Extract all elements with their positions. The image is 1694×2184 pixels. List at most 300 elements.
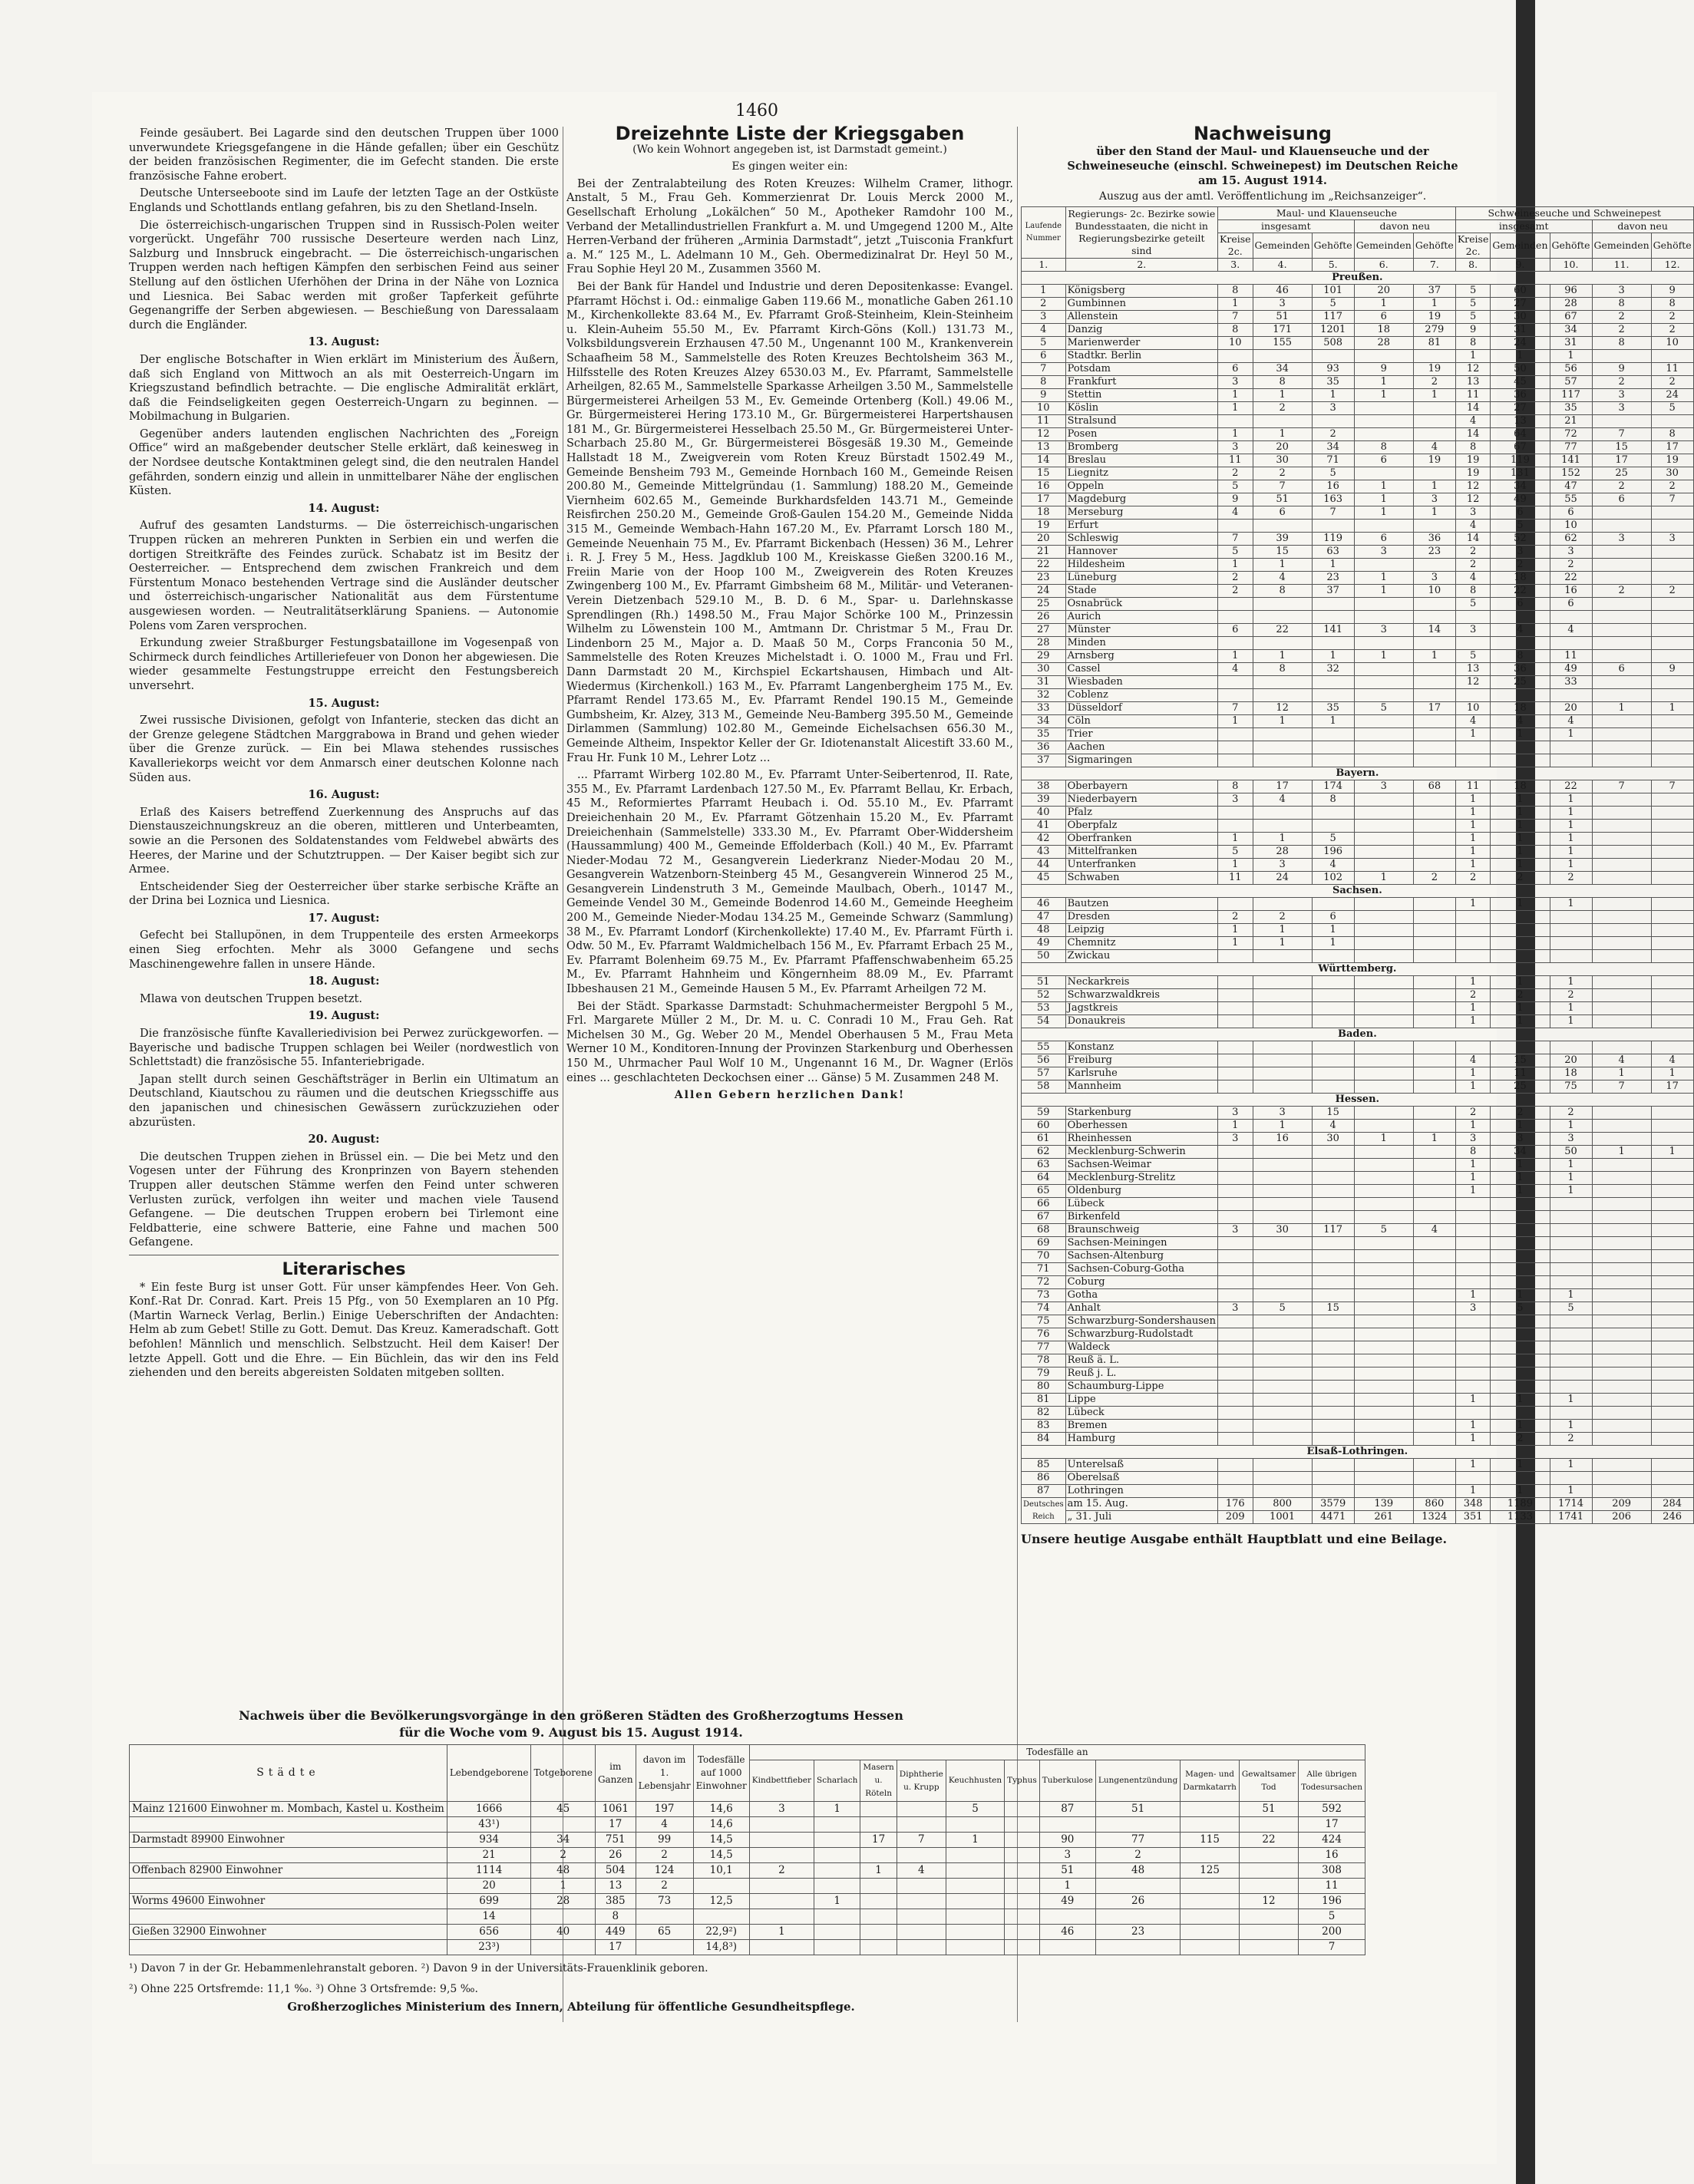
row-number: 37 <box>1022 754 1066 767</box>
city-name <box>130 1940 447 1955</box>
table-cell <box>1592 611 1651 624</box>
row-number: 61 <box>1022 1133 1066 1146</box>
table-cell: 115 <box>1181 1833 1240 1848</box>
row-number: 41 <box>1022 820 1066 833</box>
row-number: 68 <box>1022 1224 1066 1237</box>
column-header: Gemeinden <box>1592 233 1651 259</box>
table-cell <box>1651 1133 1693 1146</box>
table-cell: 2 <box>1592 480 1651 493</box>
table-cell: 30 <box>1253 454 1312 467</box>
table-cell <box>1181 1925 1240 1940</box>
table-cell <box>1550 1472 1592 1485</box>
column-header: Gehöfte <box>1651 233 1693 259</box>
table-cell: 1 <box>1218 937 1253 950</box>
row-number: 10 <box>1022 402 1066 415</box>
district-name: Minden <box>1065 637 1217 650</box>
table-row <box>1022 337 1694 350</box>
table-cell: 11 <box>1299 1879 1365 1894</box>
table-cell: 1 <box>1413 1133 1455 1146</box>
table-cell: 1 <box>1218 833 1253 846</box>
table-cell: 200 <box>1299 1925 1365 1940</box>
table-cell <box>1592 793 1651 807</box>
table-cell: 592 <box>1299 1802 1365 1817</box>
table-cell <box>1312 611 1354 624</box>
district-name: Aachen <box>1065 741 1217 754</box>
table-cell: 77 <box>1550 441 1592 454</box>
table-cell <box>1039 1940 1095 1955</box>
table-cell <box>1312 1472 1354 1485</box>
table-cell <box>1218 950 1253 963</box>
district-name: Hannover <box>1065 546 1217 559</box>
table-row <box>1022 898 1694 911</box>
table-row <box>1022 702 1694 715</box>
date-heading: 15. August: <box>308 696 380 710</box>
table-cell: 50 <box>1550 1146 1592 1159</box>
table-cell <box>1253 754 1312 767</box>
table-cell <box>1651 859 1693 872</box>
row-number: 75 <box>1022 1315 1066 1328</box>
district-name: Gotha <box>1065 1289 1217 1302</box>
table-row <box>1022 506 1694 520</box>
table-cell: 1 <box>1312 389 1354 402</box>
column-header: Totgeborene <box>531 1745 595 1802</box>
table-cell: 2 <box>1491 872 1550 885</box>
table-cell: 8 <box>1592 337 1651 350</box>
table-cell: 3 <box>1218 1107 1253 1120</box>
column-header: davon im 1. Lebensjahr <box>636 1745 693 1802</box>
table-cell: 1 <box>1651 1067 1693 1080</box>
row-number: 11 <box>1022 415 1066 428</box>
table-cell: 37 <box>1413 285 1455 298</box>
table-cell <box>1592 1198 1651 1211</box>
table-cell: 6 <box>1218 363 1253 376</box>
table-cell <box>749 1940 814 1955</box>
table-cell <box>1413 637 1455 650</box>
table-cell: 22 <box>1239 1833 1298 1848</box>
table-cell <box>1218 1185 1253 1198</box>
table-cell <box>1253 976 1312 989</box>
table-cell <box>1592 1341 1651 1354</box>
table-cell: 8 <box>1218 780 1253 793</box>
table-cell: 21 <box>447 1848 531 1863</box>
table-cell: 10 <box>1550 520 1592 533</box>
table-cell <box>1413 1237 1455 1250</box>
city-name: Offenbach 82900 Einwohner <box>130 1863 447 1879</box>
district-name: Coburg <box>1065 1276 1217 1289</box>
table-cell <box>1354 1315 1413 1328</box>
table-cell: 196 <box>1312 846 1354 859</box>
table-cell <box>1312 1394 1354 1407</box>
table-cell <box>1651 506 1693 520</box>
table-cell <box>1651 1276 1693 1289</box>
table-cell: 34 <box>531 1833 595 1848</box>
table-row <box>1022 1289 1694 1302</box>
column-number: 7. <box>1413 259 1455 272</box>
table-cell: 56 <box>1550 363 1592 376</box>
table-cell: 3 <box>1592 389 1651 402</box>
district-name: Bromberg <box>1065 441 1217 454</box>
donations-column <box>566 123 1013 1106</box>
table-cell: 1 <box>1354 650 1413 663</box>
table-cell <box>1592 872 1651 885</box>
table-cell <box>1651 1433 1693 1446</box>
table-cell: 12 <box>1239 1894 1298 1909</box>
table-row <box>1022 389 1694 402</box>
column-header: insgesamt <box>1455 220 1592 233</box>
column-header: Diphtherie u. Krupp <box>897 1760 946 1802</box>
table-cell <box>1651 415 1693 428</box>
table-cell <box>1005 1833 1040 1848</box>
city-name: Darmstadt 89900 Einwohner <box>130 1833 447 1848</box>
district-name: Merseburg <box>1065 506 1217 520</box>
table-cell <box>749 1909 814 1925</box>
table-row <box>1022 467 1694 480</box>
table-cell: 15 <box>1312 1302 1354 1315</box>
table-cell: 63 <box>1312 546 1354 559</box>
table-cell <box>1592 1420 1651 1433</box>
table-cell: 2 <box>1550 1433 1592 1446</box>
table-cell: 1 <box>1455 833 1491 846</box>
table-cell <box>1550 741 1592 754</box>
row-number: 59 <box>1022 1107 1066 1120</box>
table-cell <box>1413 1120 1455 1133</box>
table-cell: 1 <box>1455 820 1491 833</box>
row-number: 87 <box>1022 1485 1066 1498</box>
table-cell: 1 <box>1455 976 1491 989</box>
table-cell <box>1651 546 1693 559</box>
table-cell <box>1592 1302 1651 1315</box>
table-cell: 1 <box>1550 1015 1592 1028</box>
table-cell <box>1312 1328 1354 1341</box>
table-row <box>1022 637 1694 650</box>
table-cell: 1 <box>1491 1459 1550 1472</box>
table-cell <box>1239 1925 1298 1940</box>
row-number: 31 <box>1022 676 1066 689</box>
row-number: 46 <box>1022 898 1066 911</box>
table-cell <box>1592 1263 1651 1276</box>
table-cell <box>1312 520 1354 533</box>
table-cell: 3 <box>1218 793 1253 807</box>
table-cell <box>1651 950 1693 963</box>
column-header: davon neu <box>1354 220 1455 233</box>
footnote: ²) Ohne 225 Ortsfremde: 11,1 ‰. ³) Ohne 3 Ortsfremde: 9,5 ‰. <box>129 1983 478 1995</box>
row-number: 3 <box>1022 311 1066 324</box>
column-group-header: Todesfälle an <box>749 1745 1365 1760</box>
table-cell: 508 <box>1312 337 1354 350</box>
table-row <box>1022 363 1694 376</box>
table-cell <box>1253 1198 1312 1211</box>
table-cell: 65 <box>636 1925 693 1940</box>
table-cell: 32 <box>1312 663 1354 676</box>
table-cell <box>1413 1341 1455 1354</box>
district-name: Sachsen-Weimar <box>1065 1159 1217 1172</box>
table-cell: 1 <box>1354 493 1413 506</box>
table-cell: 1 <box>1491 728 1550 741</box>
table-cell: 6 <box>1491 598 1550 611</box>
table-cell <box>1253 1263 1312 1276</box>
table-cell: 2 <box>1550 1107 1592 1120</box>
table-cell <box>897 1879 946 1894</box>
row-number: 36 <box>1022 741 1066 754</box>
row-number: 13 <box>1022 441 1066 454</box>
table-cell: 1 <box>1550 1394 1592 1407</box>
table-cell <box>1218 1159 1253 1172</box>
table-cell <box>749 1833 814 1848</box>
table-cell: 9 <box>1455 324 1491 337</box>
table-cell: 5 <box>1218 546 1253 559</box>
table-cell <box>1491 1407 1550 1420</box>
row-number: 12 <box>1022 428 1066 441</box>
table-cell: 1 <box>1491 1159 1550 1172</box>
total-cell: 176 <box>1218 1498 1253 1511</box>
column-header: Masern u. Röteln <box>860 1760 897 1802</box>
table-cell <box>1491 1315 1550 1328</box>
table-cell: 1 <box>1218 402 1253 415</box>
table-cell: 3 <box>1039 1848 1095 1863</box>
table-cell: 93 <box>1312 363 1354 376</box>
table-cell: 5 <box>1455 298 1491 311</box>
district-name: Posen <box>1065 428 1217 441</box>
table-cell <box>897 1925 946 1940</box>
table-cell <box>1312 989 1354 1002</box>
table-row <box>1022 767 1694 780</box>
table-cell <box>897 1940 946 1955</box>
column-number: 10. <box>1550 259 1592 272</box>
table-cell: 68 <box>1413 780 1455 793</box>
table-cell <box>1354 637 1413 650</box>
table-cell <box>1592 754 1651 767</box>
table-cell <box>860 1848 897 1863</box>
table-cell: 1 <box>1550 1459 1592 1472</box>
column-number: 9. <box>1491 259 1550 272</box>
table-cell: 6 <box>1491 506 1550 520</box>
table-cell: 8 <box>1312 793 1354 807</box>
row-number: 20 <box>1022 533 1066 546</box>
row-number: 39 <box>1022 793 1066 807</box>
table-cell <box>1550 950 1592 963</box>
table-cell: 51 <box>1039 1863 1095 1879</box>
table-cell: 2 <box>1455 989 1491 1002</box>
table-row <box>1022 1315 1694 1328</box>
table-cell: 1 <box>1455 1159 1491 1172</box>
table-cell: 7 <box>1592 1080 1651 1094</box>
table-cell <box>1005 1925 1040 1940</box>
row-number: 86 <box>1022 1472 1066 1485</box>
district-name: Schwarzwaldkreis <box>1065 989 1217 1002</box>
table-cell <box>1354 1002 1413 1015</box>
table-cell: 9 <box>1592 363 1651 376</box>
table-cell <box>1455 1250 1491 1263</box>
table-cell <box>1218 1341 1253 1354</box>
table-cell <box>1651 820 1693 833</box>
row-number: 52 <box>1022 989 1066 1002</box>
table-cell: 1 <box>1354 872 1413 885</box>
row-number: 4 <box>1022 324 1066 337</box>
district-name: Hildesheim <box>1065 559 1217 572</box>
table-cell: 19 <box>1455 467 1491 480</box>
table-cell <box>946 1925 1004 1940</box>
table-cell: 19 <box>1455 454 1491 467</box>
table-cell: 3 <box>1455 506 1491 520</box>
table-cell <box>1592 728 1651 741</box>
table-cell <box>1005 1894 1040 1909</box>
table-cell <box>1550 1367 1592 1381</box>
table-cell: 6 <box>1592 493 1651 506</box>
row-number: 66 <box>1022 1198 1066 1211</box>
table-row <box>1022 1459 1694 1472</box>
district-name: Königsberg <box>1065 285 1217 298</box>
table-cell: 1 <box>1592 1067 1651 1080</box>
table-cell: 51 <box>1253 493 1312 506</box>
table-cell <box>1455 689 1491 702</box>
table-cell: 1 <box>1455 1433 1491 1446</box>
district-name: Zwickau <box>1065 950 1217 963</box>
table-cell <box>1550 1041 1592 1054</box>
table-cell: 8 <box>1354 441 1413 454</box>
table-cell: 124 <box>636 1863 693 1879</box>
table-cell <box>1455 1041 1491 1054</box>
table-cell <box>1592 1159 1651 1172</box>
table-row <box>1022 1394 1694 1407</box>
section-heading: Literarisches <box>282 1259 406 1279</box>
district-name: Lippe <box>1065 1394 1217 1407</box>
table-cell <box>1253 1420 1312 1433</box>
table-cell <box>1592 1381 1651 1394</box>
table-cell <box>1312 1211 1354 1224</box>
table-cell <box>1218 598 1253 611</box>
table-cell: 67 <box>1491 441 1550 454</box>
table-cell <box>1253 598 1312 611</box>
table-cell <box>1413 754 1455 767</box>
column-header: Lebendgeborene <box>447 1745 531 1802</box>
district-name: Starkenburg <box>1065 1107 1217 1120</box>
table-cell: 1 <box>1253 389 1312 402</box>
table-cell: 1 <box>1218 650 1253 663</box>
table-cell <box>1651 624 1693 637</box>
row-number: 5 <box>1022 337 1066 350</box>
table-row <box>1022 689 1694 702</box>
table-cell <box>946 1940 1004 1955</box>
table-cell: 5 <box>1299 1909 1365 1925</box>
table-cell: 4 <box>1218 506 1253 520</box>
table-cell: 1 <box>1592 702 1651 715</box>
district-name: Sachsen-Coburg-Gotha <box>1065 1263 1217 1276</box>
row-number: 14 <box>1022 454 1066 467</box>
table-cell <box>1592 637 1651 650</box>
table-row <box>1022 1237 1694 1250</box>
table-cell <box>1253 1054 1312 1067</box>
table-cell: 26 <box>1095 1894 1180 1909</box>
table-cell: 34 <box>1253 363 1312 376</box>
row-number: 76 <box>1022 1328 1066 1341</box>
table-cell <box>1354 1276 1413 1289</box>
table-cell <box>1651 715 1693 728</box>
total-cell: 3579 <box>1312 1498 1354 1511</box>
table-cell <box>1413 793 1455 807</box>
table-cell <box>1651 1211 1693 1224</box>
table-cell <box>1312 1433 1354 1446</box>
row-number: 22 <box>1022 559 1066 572</box>
paragraph: Deutsche Unterseeboote sind im Laufe der letzten Tage an der Ostküste Englands und Schottlands entlang gefahren, bis zu den Shetland-Inseln. <box>129 187 559 214</box>
table-cell: 15 <box>1253 546 1312 559</box>
table-cell <box>1651 1041 1693 1054</box>
table-cell <box>1354 402 1413 415</box>
table-cell: 1061 <box>595 1802 636 1817</box>
table-cell <box>1491 1276 1550 1289</box>
table-cell <box>1218 611 1253 624</box>
table-cell <box>1550 689 1592 702</box>
table-cell <box>1413 898 1455 911</box>
table-cell: 64 <box>1491 428 1550 441</box>
table-cell: 51 <box>1253 311 1312 324</box>
table-cell <box>1651 572 1693 585</box>
table-row <box>1022 650 1694 663</box>
table-cell: 1 <box>1491 833 1550 846</box>
row-number: 63 <box>1022 1159 1066 1172</box>
table-cell <box>1592 1250 1651 1263</box>
table-cell: 5 <box>1312 298 1354 311</box>
table-cell <box>1592 1015 1651 1028</box>
paragraph: Erlaß des Kaisers betreffend Zuerkennung des Anspruchs auf das Dienstauszeichnungskreuz an die oberen, mittleren und Unterbeamten, sowie an die Personen des Soldatenstandes vom Feldwebel abwärts des Heeres, der Marine und der Schutztruppen. — Der Kaiser begibt sich zur Armee. <box>129 806 559 876</box>
district-name: Dresden <box>1065 911 1217 924</box>
table-row <box>1022 441 1694 454</box>
table-row <box>1022 598 1694 611</box>
district-name: Münster <box>1065 624 1217 637</box>
table-cell <box>1592 1107 1651 1120</box>
table-cell: 11 <box>1218 454 1253 467</box>
table-cell: 11 <box>1455 780 1491 793</box>
table-row <box>1022 454 1694 467</box>
table-cell: 46 <box>1253 285 1312 298</box>
table-cell <box>1218 1289 1253 1302</box>
table-cell <box>1651 1002 1693 1015</box>
table-cell <box>1312 350 1354 363</box>
table-cell: 6 <box>1253 506 1312 520</box>
table-row <box>1022 402 1694 415</box>
district-name: Schwaben <box>1065 872 1217 885</box>
table-cell: 5 <box>1491 520 1550 533</box>
table-cell: 11 <box>1218 872 1253 885</box>
table-cell <box>1491 924 1550 937</box>
row-number: 62 <box>1022 1146 1066 1159</box>
table-cell <box>1592 807 1651 820</box>
table-cell: 17 <box>595 1817 636 1833</box>
paragraph: Erkundung zweier Straßburger Festungsbataillone im Vogesenpaß von Schirmeck durch feindliches Artilleriefeuer von Donon her abgewiesen. Die wieder gesammelte Festungstruppe erreicht den Festungsbereich unversehrt. <box>129 637 559 692</box>
table-cell: 13 <box>1491 415 1550 428</box>
table-cell: 1 <box>1253 937 1312 950</box>
row-number: 30 <box>1022 663 1066 676</box>
table-cell: 2 <box>1651 376 1693 389</box>
row-number: 21 <box>1022 546 1066 559</box>
table-cell <box>1181 1879 1240 1894</box>
table-cell <box>1354 937 1413 950</box>
paragraph: Die deutschen Truppen ziehen in Brüssel ein. — Die bei Metz und den Vogesen unter der Führung des Kronprinzen von Bayern stehenden Truppen aller deutschen Stämme werfen den Feind unter schweren Verlusten zurück, verfolgen ihn weiter und machen viele Tausend Gefangene. — Die deutschen Truppen erobern bei Tirlemont eine Feldbatterie, eine schwere Batterie, eine Fahne und machen 500 Gefangene. <box>129 1150 559 1249</box>
city-name <box>130 1909 447 1925</box>
table-cell <box>1413 1185 1455 1198</box>
table-cell <box>1651 976 1693 989</box>
table-cell <box>1651 1107 1693 1120</box>
table-row <box>1022 1211 1694 1224</box>
district-name: Donaukreis <box>1065 1015 1217 1028</box>
table-note: Auszug aus der amtl. Veröffentlichung im „Reichsanzeiger“. <box>1098 190 1427 203</box>
column-number: 11. <box>1592 259 1651 272</box>
table-cell: 12 <box>1455 480 1491 493</box>
table-cell <box>1312 728 1354 741</box>
table-cell <box>1413 1067 1455 1080</box>
table-row <box>1022 376 1694 389</box>
table-cell: 7 <box>1218 533 1253 546</box>
table-cell <box>1491 1328 1550 1341</box>
